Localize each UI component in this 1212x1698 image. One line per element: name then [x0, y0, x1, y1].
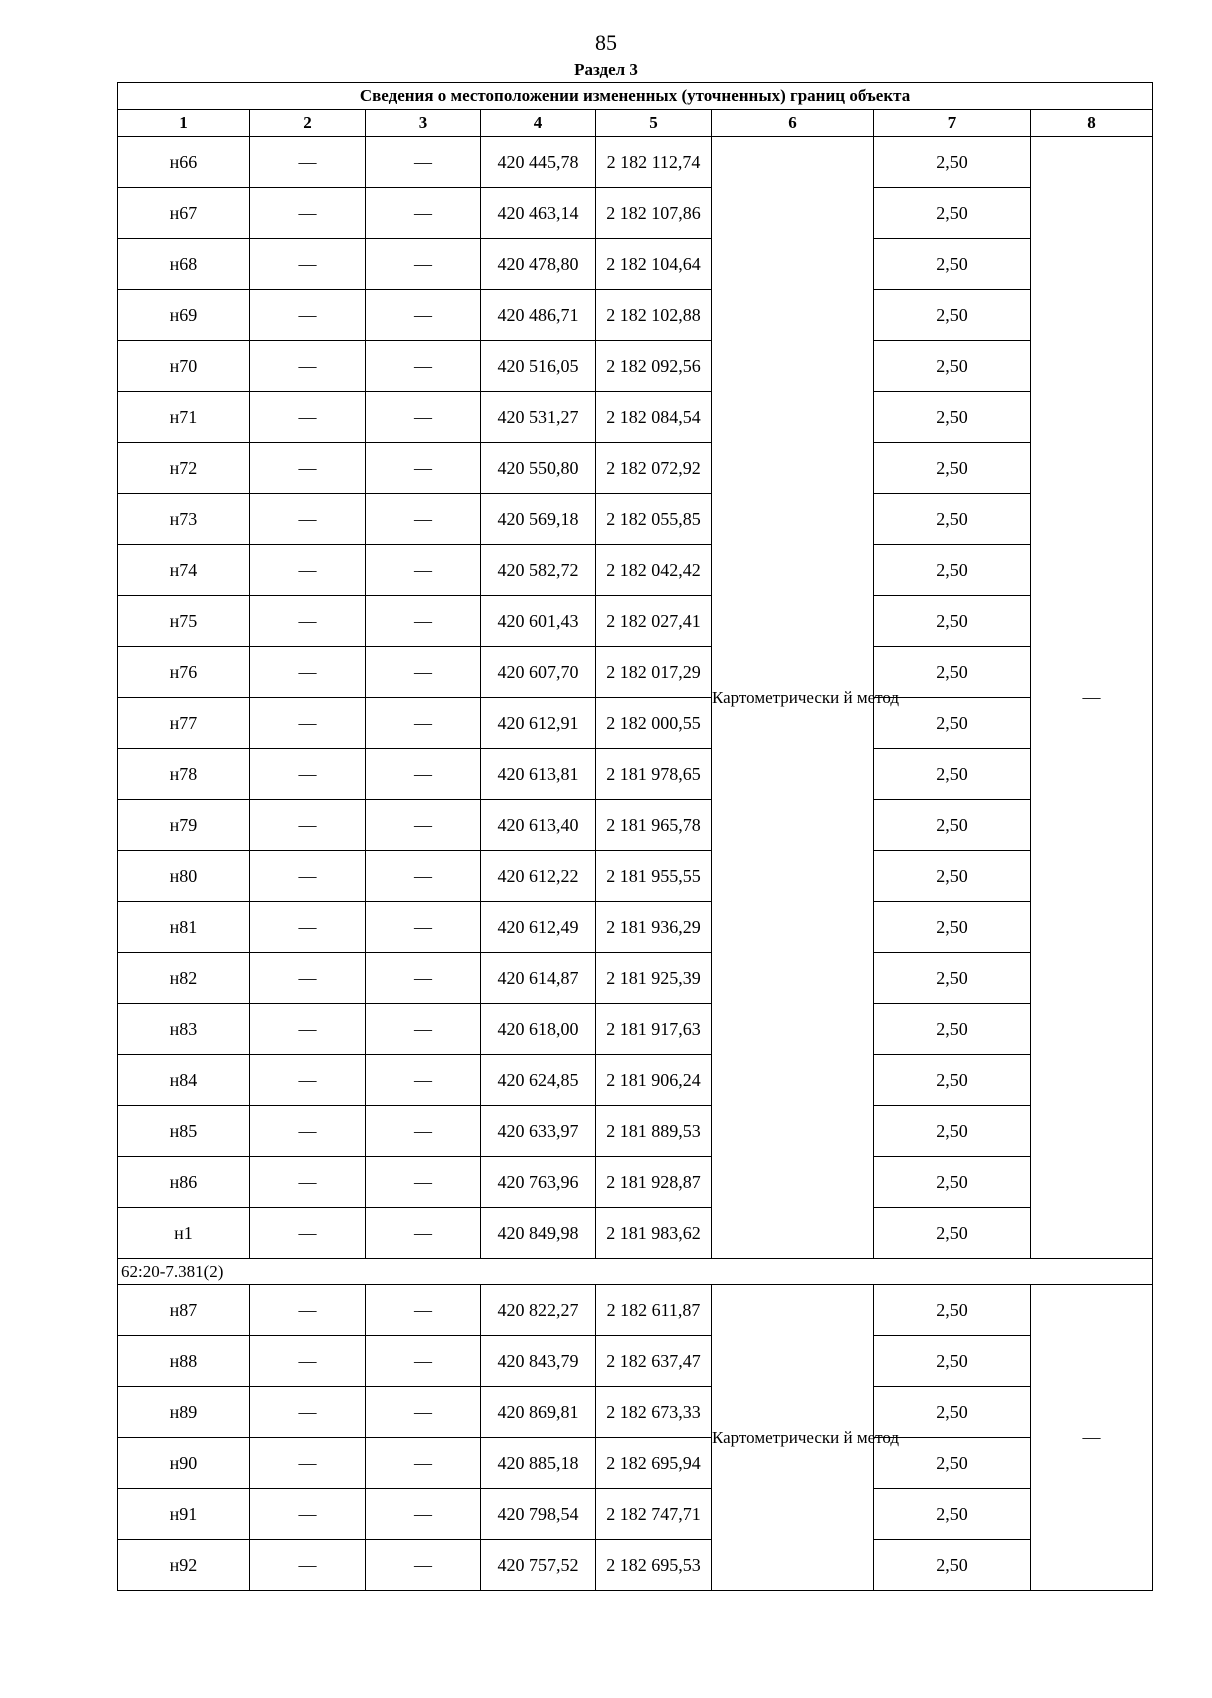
accuracy-cell: 2,50	[874, 1106, 1031, 1157]
accuracy-cell: 2,50	[874, 290, 1031, 341]
table-row	[118, 1004, 1153, 1055]
dash-cell: —	[250, 341, 366, 392]
column-number: 6	[712, 110, 874, 137]
dash-cell: —	[250, 392, 366, 443]
x-coordinate-cell: 420 618,00	[481, 1004, 596, 1055]
point-id-cell: н68	[118, 239, 250, 290]
dash-cell: —	[250, 647, 366, 698]
column-number: 3	[366, 110, 481, 137]
x-coordinate-cell: 420 822,27	[481, 1285, 596, 1336]
table-row	[118, 647, 1153, 698]
point-id-cell: н82	[118, 953, 250, 1004]
table-row	[118, 341, 1153, 392]
point-id-cell: н72	[118, 443, 250, 494]
point-id-cell: н90	[118, 1438, 250, 1489]
page-number: 85	[595, 30, 617, 55]
table-row	[118, 953, 1153, 1004]
y-coordinate-cell: 2 182 017,29	[596, 647, 712, 698]
table-row	[118, 443, 1153, 494]
y-coordinate-cell: 2 182 042,42	[596, 545, 712, 596]
y-coordinate-cell: 2 181 936,29	[596, 902, 712, 953]
dash-cell: —	[250, 1004, 366, 1055]
table-row	[118, 1336, 1153, 1387]
y-coordinate-cell: 2 181 965,78	[596, 800, 712, 851]
dash-cell: —	[366, 341, 481, 392]
dash-cell: —	[250, 953, 366, 1004]
dash-cell: —	[366, 239, 481, 290]
x-coordinate-cell: 420 531,27	[481, 392, 596, 443]
dash-cell: —	[250, 1336, 366, 1387]
dash-cell: —	[366, 1387, 481, 1438]
column-number: 2	[250, 110, 366, 137]
accuracy-cell: 2,50	[874, 596, 1031, 647]
x-coordinate-cell: 420 624,85	[481, 1055, 596, 1106]
point-id-cell: н86	[118, 1157, 250, 1208]
dash-cell: —	[366, 1157, 481, 1208]
dash-cell: —	[250, 800, 366, 851]
table-row	[118, 1106, 1153, 1157]
table-row	[118, 239, 1153, 290]
column-number-row	[118, 110, 1153, 137]
table-row	[118, 545, 1153, 596]
accuracy-cell: 2,50	[874, 443, 1031, 494]
table-row	[118, 1489, 1153, 1540]
point-id-cell: н1	[118, 1208, 250, 1259]
x-coordinate-cell: 420 601,43	[481, 596, 596, 647]
table-row	[118, 188, 1153, 239]
y-coordinate-cell: 2 181 983,62	[596, 1208, 712, 1259]
x-coordinate-cell: 420 613,40	[481, 800, 596, 851]
dash-cell: —	[250, 1438, 366, 1489]
x-coordinate-cell: 420 582,72	[481, 545, 596, 596]
dash-cell: —	[250, 1106, 366, 1157]
x-coordinate-cell: 420 798,54	[481, 1489, 596, 1540]
accuracy-cell: 2,50	[874, 1285, 1031, 1336]
x-coordinate-cell: 420 445,78	[481, 137, 596, 188]
y-coordinate-cell: 2 181 889,53	[596, 1106, 712, 1157]
dash-cell: —	[366, 596, 481, 647]
dash-cell: —	[250, 1208, 366, 1259]
y-coordinate-cell: 2 182 107,86	[596, 188, 712, 239]
dash-cell: —	[366, 188, 481, 239]
y-coordinate-cell: 2 182 695,53	[596, 1540, 712, 1591]
dash-cell: —	[366, 545, 481, 596]
y-coordinate-cell: 2 182 673,33	[596, 1387, 712, 1438]
accuracy-cell: 2,50	[874, 494, 1031, 545]
accuracy-cell: 2,50	[874, 545, 1031, 596]
dash-cell: —	[366, 1055, 481, 1106]
point-id-cell: н87	[118, 1285, 250, 1336]
dash-cell: —	[366, 953, 481, 1004]
table-caption: Сведения о местоположении измененных (уточненных) границ объекта	[118, 83, 1153, 110]
dash-cell: —	[250, 1285, 366, 1336]
point-id-cell: н66	[118, 137, 250, 188]
table-row	[118, 392, 1153, 443]
dash-cell: —	[366, 1438, 481, 1489]
dash-cell: —	[366, 1540, 481, 1591]
x-coordinate-cell: 420 885,18	[481, 1438, 596, 1489]
column-number: 7	[874, 110, 1031, 137]
y-coordinate-cell: 2 182 747,71	[596, 1489, 712, 1540]
dash-cell: —	[366, 392, 481, 443]
y-coordinate-cell: 2 182 637,47	[596, 1336, 712, 1387]
dash-cell: —	[250, 545, 366, 596]
table-row	[118, 494, 1153, 545]
table-row	[118, 749, 1153, 800]
dash-cell: —	[366, 800, 481, 851]
table-row	[118, 800, 1153, 851]
y-coordinate-cell: 2 181 925,39	[596, 953, 712, 1004]
x-coordinate-cell: 420 633,97	[481, 1106, 596, 1157]
dash-cell: —	[366, 851, 481, 902]
accuracy-cell: 2,50	[874, 188, 1031, 239]
accuracy-cell: 2,50	[874, 137, 1031, 188]
accuracy-cell: 2,50	[874, 698, 1031, 749]
accuracy-cell: 2,50	[874, 392, 1031, 443]
x-coordinate-cell: 420 763,96	[481, 1157, 596, 1208]
accuracy-cell: 2,50	[874, 1055, 1031, 1106]
y-coordinate-cell: 2 182 104,64	[596, 239, 712, 290]
x-coordinate-cell: 420 849,98	[481, 1208, 596, 1259]
y-coordinate-cell: 2 182 695,94	[596, 1438, 712, 1489]
dash-cell: —	[250, 596, 366, 647]
table-row	[118, 1157, 1153, 1208]
column-number: 4	[481, 110, 596, 137]
column-number: 1	[118, 110, 250, 137]
dash-cell: —	[250, 188, 366, 239]
dash-cell: —	[366, 902, 481, 953]
accuracy-cell: 2,50	[874, 1540, 1031, 1591]
accuracy-cell: 2,50	[874, 647, 1031, 698]
point-id-cell: н69	[118, 290, 250, 341]
x-coordinate-cell: 420 843,79	[481, 1336, 596, 1387]
dash-cell: —	[366, 1285, 481, 1336]
table-row	[118, 902, 1153, 953]
table-row	[118, 1387, 1153, 1438]
x-coordinate-cell: 420 613,81	[481, 749, 596, 800]
dash-cell: —	[366, 1004, 481, 1055]
dash-cell: —	[250, 851, 366, 902]
cadastral-group-label: 62:20-7.381(2)	[118, 1259, 1153, 1285]
table-row	[118, 1208, 1153, 1259]
group-label-row	[118, 1259, 1153, 1285]
x-coordinate-cell: 420 869,81	[481, 1387, 596, 1438]
point-id-cell: н77	[118, 698, 250, 749]
dash-cell: —	[366, 1489, 481, 1540]
column-number: 5	[596, 110, 712, 137]
accuracy-cell: 2,50	[874, 239, 1031, 290]
point-id-cell: н92	[118, 1540, 250, 1591]
x-coordinate-cell: 420 757,52	[481, 1540, 596, 1591]
y-coordinate-cell: 2 181 906,24	[596, 1055, 712, 1106]
boundary-coordinates-table	[117, 82, 1153, 1591]
point-id-cell: н70	[118, 341, 250, 392]
dash-cell: —	[366, 443, 481, 494]
y-coordinate-cell: 2 181 955,55	[596, 851, 712, 902]
point-id-cell: н89	[118, 1387, 250, 1438]
x-coordinate-cell: 420 614,87	[481, 953, 596, 1004]
dash-cell: —	[250, 1157, 366, 1208]
accuracy-cell: 2,50	[874, 953, 1031, 1004]
dash-cell: —	[250, 1387, 366, 1438]
point-id-cell: н83	[118, 1004, 250, 1055]
table-row	[118, 698, 1153, 749]
point-id-cell: н78	[118, 749, 250, 800]
point-id-cell: н76	[118, 647, 250, 698]
dash-cell: —	[250, 1055, 366, 1106]
point-id-cell: н75	[118, 596, 250, 647]
point-id-cell: н81	[118, 902, 250, 953]
accuracy-cell: 2,50	[874, 1387, 1031, 1438]
point-id-cell: н79	[118, 800, 250, 851]
dash-cell: —	[366, 137, 481, 188]
point-id-cell: н74	[118, 545, 250, 596]
x-coordinate-cell: 420 463,14	[481, 188, 596, 239]
dash-cell: —	[366, 1208, 481, 1259]
point-id-cell: н80	[118, 851, 250, 902]
y-coordinate-cell: 2 181 928,87	[596, 1157, 712, 1208]
dash-cell: —	[366, 290, 481, 341]
column-number: 8	[1031, 110, 1153, 137]
dash-cell: —	[250, 1489, 366, 1540]
table-row	[118, 851, 1153, 902]
dash-cell: —	[250, 239, 366, 290]
y-coordinate-cell: 2 182 000,55	[596, 698, 712, 749]
dash-cell: —	[250, 749, 366, 800]
method-cell: Картометрически й метод	[712, 137, 874, 1259]
y-coordinate-cell: 2 182 611,87	[596, 1285, 712, 1336]
table-row	[118, 1438, 1153, 1489]
accuracy-cell: 2,50	[874, 341, 1031, 392]
dash-cell: —	[250, 902, 366, 953]
x-coordinate-cell: 420 612,91	[481, 698, 596, 749]
x-coordinate-cell: 420 550,80	[481, 443, 596, 494]
y-coordinate-cell: 2 182 092,56	[596, 341, 712, 392]
y-coordinate-cell: 2 182 027,41	[596, 596, 712, 647]
accuracy-cell: 2,50	[874, 1336, 1031, 1387]
accuracy-cell: 2,50	[874, 1208, 1031, 1259]
y-coordinate-cell: 2 182 102,88	[596, 290, 712, 341]
y-coordinate-cell: 2 181 978,65	[596, 749, 712, 800]
dash-cell: —	[250, 290, 366, 341]
dash-cell: —	[250, 494, 366, 545]
point-id-cell: н73	[118, 494, 250, 545]
dash-cell: —	[250, 443, 366, 494]
dash-cell: —	[250, 137, 366, 188]
table-row	[118, 290, 1153, 341]
x-coordinate-cell: 420 486,71	[481, 290, 596, 341]
table-row	[118, 1055, 1153, 1106]
point-id-cell: н88	[118, 1336, 250, 1387]
point-id-cell: н91	[118, 1489, 250, 1540]
y-coordinate-cell: 2 182 072,92	[596, 443, 712, 494]
x-coordinate-cell: 420 612,22	[481, 851, 596, 902]
accuracy-cell: 2,50	[874, 1438, 1031, 1489]
dash-cell: —	[366, 749, 481, 800]
point-id-cell: н67	[118, 188, 250, 239]
y-coordinate-cell: 2 181 917,63	[596, 1004, 712, 1055]
accuracy-cell: 2,50	[874, 851, 1031, 902]
point-id-cell: н84	[118, 1055, 250, 1106]
x-coordinate-cell: 420 612,49	[481, 902, 596, 953]
table-row	[118, 137, 1153, 188]
accuracy-cell: 2,50	[874, 749, 1031, 800]
dash-cell: —	[366, 494, 481, 545]
dash-cell: —	[366, 698, 481, 749]
x-coordinate-cell: 420 607,70	[481, 647, 596, 698]
description-cell: —	[1031, 137, 1153, 1259]
method-cell: Картометрически й метод	[712, 1285, 874, 1591]
description-cell: —	[1031, 1285, 1153, 1591]
table-row	[118, 1285, 1153, 1336]
y-coordinate-cell: 2 182 055,85	[596, 494, 712, 545]
x-coordinate-cell: 420 516,05	[481, 341, 596, 392]
x-coordinate-cell: 420 569,18	[481, 494, 596, 545]
y-coordinate-cell: 2 182 084,54	[596, 392, 712, 443]
point-id-cell: н85	[118, 1106, 250, 1157]
dash-cell: —	[366, 1336, 481, 1387]
accuracy-cell: 2,50	[874, 800, 1031, 851]
accuracy-cell: 2,50	[874, 902, 1031, 953]
accuracy-cell: 2,50	[874, 1157, 1031, 1208]
point-id-cell: н71	[118, 392, 250, 443]
dash-cell: —	[366, 1106, 481, 1157]
table-row	[118, 1540, 1153, 1591]
section-title: Раздел 3	[574, 60, 638, 79]
y-coordinate-cell: 2 182 112,74	[596, 137, 712, 188]
table-row	[118, 596, 1153, 647]
accuracy-cell: 2,50	[874, 1004, 1031, 1055]
dash-cell: —	[366, 647, 481, 698]
dash-cell: —	[250, 698, 366, 749]
x-coordinate-cell: 420 478,80	[481, 239, 596, 290]
dash-cell: —	[250, 1540, 366, 1591]
accuracy-cell: 2,50	[874, 1489, 1031, 1540]
